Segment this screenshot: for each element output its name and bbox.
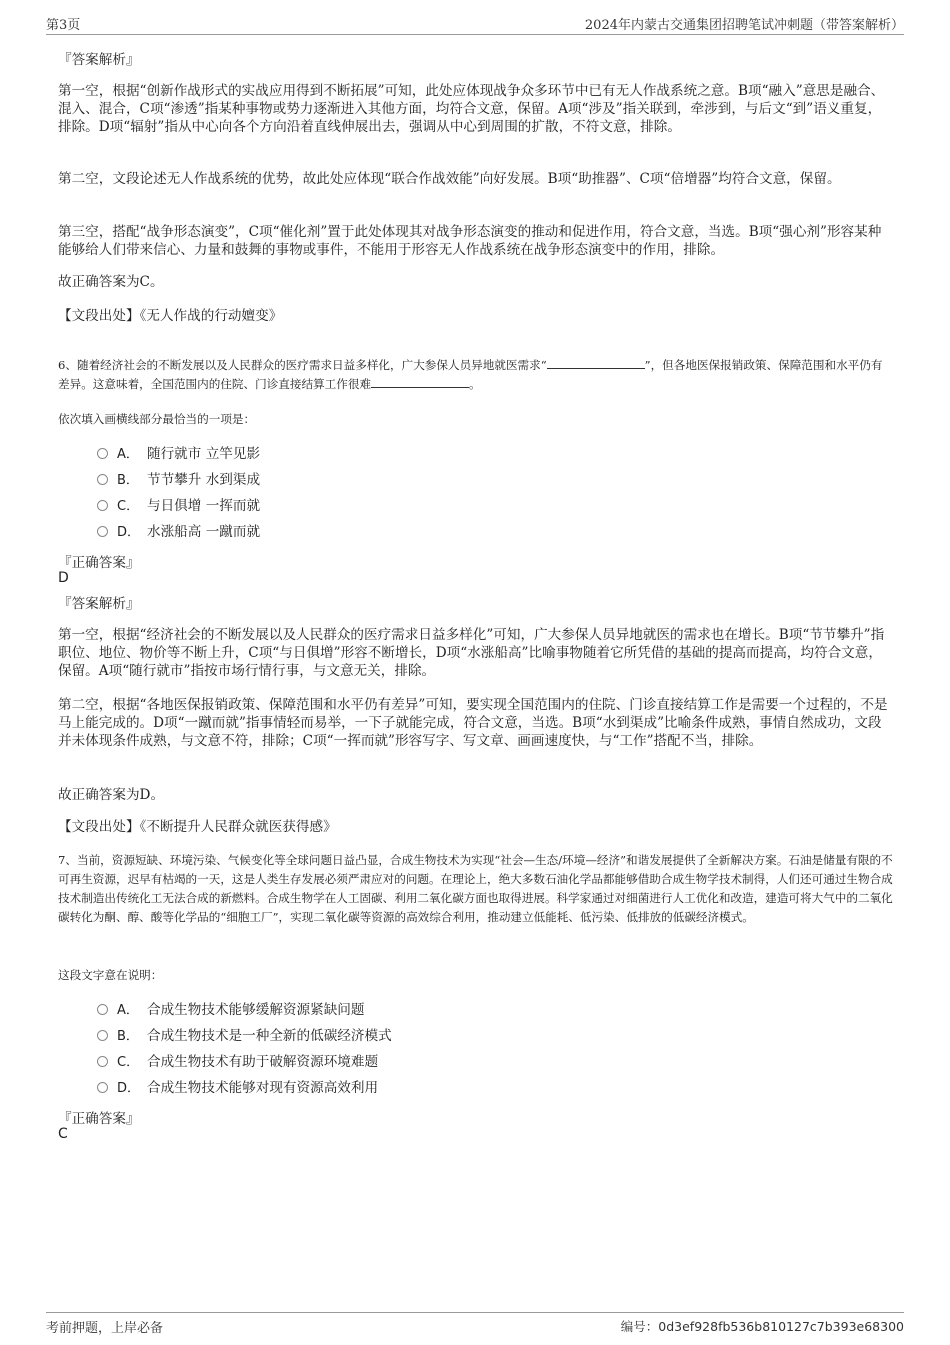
q7-answer-label: 『正确答案』 [58, 1111, 140, 1127]
radio-icon[interactable] [97, 1056, 108, 1067]
footer-slogan: 考前押题，上岸必备 [46, 1321, 164, 1336]
q6-blank-2 [371, 375, 469, 388]
q6-answer: D [58, 570, 69, 586]
q6-conclusion: 故正确答案为D。 [58, 787, 165, 803]
q5-conclusion: 故正确答案为C。 [58, 274, 164, 290]
q6-option-a[interactable]: A． 随行就市 立竿见影 [97, 444, 260, 464]
q6-stem-part1: 6、随着经济社会的不断发展以及人民群众的医疗需求日益多样化，广大参保人员异地就医需求“ [58, 358, 547, 372]
q6-option-b[interactable]: B． 节节攀升 水到渠成 [97, 470, 260, 490]
radio-icon[interactable] [97, 474, 108, 485]
radio-icon[interactable] [97, 448, 108, 459]
q6-stem-part3: 。 [469, 377, 481, 391]
radio-icon[interactable] [97, 1030, 108, 1041]
page-header [46, 14, 904, 35]
q6-stem-part2: ”，但各地医保报销政策、保障范围和水平仍有差异。这意味着，全国范围内的住院、门诊直接结算工作很难 [58, 358, 883, 391]
q5-analysis-label: 『答案解析』 [58, 52, 140, 68]
document-title: 2024年内蒙古交通集团招聘笔试冲刺题（带答案解析） [584, 18, 904, 33]
page-number: 第3页 [46, 18, 81, 33]
q5-analysis-p2: 第二空，文段论述无人作战系统的优势，故此处应体现“联合作战效能”向好发展。B项“助推器”、C项“倍增器”均符合文意，保留。 [58, 171, 841, 187]
q7-stem: 7、当前，资源短缺、环境污染、气候变化等全球问题日益凸显，合成生物技术为实现“社会—生态/环境—经济”和谐发展提供了全新解决方案。石油是储量有限的不可再生资源，迟早有枯竭的一天，这是人类生存发展必须严肃应对的问题。在理论上，绝大多数石油化学品都能够借助合成生物学技术制得，人们还可通过生物合成技术制造出传统化工无法合成的新燃料。合成生物学在人工固碳、利用二氧化碳方面也取得进展。科学家通过对细菌进行人工优化和改造，建造可将大气中的二氧化碳转化为酮、醇、酸等化学品的“细胞工厂”，实现二氧化碳等资源的高效综合利用，推动建立低能耗、低污染、低排放的低碳经济模式。 [58, 853, 893, 924]
q7-option-c[interactable]: C． 合成生物技术有助于破解资源环境难题 [97, 1052, 378, 1072]
q6-option-d[interactable]: D． 水涨船高 一蹴而就 [97, 522, 260, 542]
radio-icon[interactable] [97, 1004, 108, 1015]
q7-answer: C [58, 1126, 68, 1142]
q7-option-b[interactable]: B． 合成生物技术是一种全新的低碳经济模式 [97, 1026, 392, 1046]
q6-blank-1 [547, 356, 645, 369]
q7-option-a[interactable]: A． 合成生物技术能够缓解资源紧缺问题 [97, 1000, 365, 1020]
q6-analysis-p1: 第一空，根据“经济社会的不断发展以及人民群众的医疗需求日益多样化”可知，广大参保人员异地就医的需求也在增长。B项“节节攀升”指职位、地位、物价等不断上升，C项“与日俱增”形容不断增长，D项“水涨船高”比喻事物随着它所凭借的基础的提高而提高，均符合文意，保留。A项“随行就市”指按市场行情行事，与文意无关，排除。 [58, 627, 885, 679]
q6-analysis-label: 『答案解析』 [58, 596, 140, 612]
q5-source: 【文段出处】《无人作战的行动嬗变》 [58, 308, 283, 324]
radio-icon[interactable] [97, 1082, 108, 1093]
q7-prompt: 这段文字意在说明： [58, 968, 163, 982]
q6-option-c[interactable]: C． 与日俱增 一挥而就 [97, 496, 260, 516]
radio-icon[interactable] [97, 526, 108, 537]
q7-option-d[interactable]: D． 合成生物技术能够对现有资源高效利用 [97, 1078, 378, 1098]
q6-analysis-p2: 第二空，根据“各地医保报销政策、保障范围和水平仍有差异”可知，要实现全国范围内的住院、门诊直接结算工作是需要一个过程的，不是马上能完成的。D项“一蹴而就”指事情轻而易举，一下子就能完成，符合文意，当选。B项“水到渠成”比喻条件成熟，事情自然成功，文段并未体现条件成熟，与文意不符，排除；C项“一挥而就”形容写字、写文章、画画速度快，与“工作”搭配不当，排除。 [58, 697, 888, 749]
q6-prompt: 依次填入画横线部分最恰当的一项是： [58, 412, 256, 426]
page-footer [46, 1312, 904, 1336]
q5-analysis-p3: 第三空，搭配“战争形态演变”，C项“催化剂”置于此处体现其对战争形态演变的推动和促进作用，符合文意，当选。B项“强心剂”形容某种能够给人们带来信心、力量和鼓舞的事物或事件，不能用于形容无人作战系统在战争形态演变中的作用，排除。 [58, 224, 882, 258]
q6-answer-label: 『正确答案』 [58, 555, 140, 571]
q6-stem [58, 356, 894, 394]
q5-analysis-p1: 第一空，根据“创新作战形式的实战应用得到不断拓展”可知，此处应体现战争众多环节中已有无人作战系统之意。B项“融入”意思是融合、混入、混合，C项“渗透”指某种事物或势力逐渐进入其他方面，均符合文意，保留。A项“涉及”指关联到，牵涉到，与后文“到”语义重复，排除。D项“辐射”指从中心向各个方向沿着直线伸展出去，强调从中心到周围的扩散，不符文意，排除。 [58, 83, 885, 135]
q6-source: 【文段出处】《不断提升人民群众就医获得感》 [58, 819, 337, 835]
radio-icon[interactable] [97, 500, 108, 511]
document-code: 编号：0d3ef928fb536b810127c7b393e68300 [620, 1319, 904, 1334]
